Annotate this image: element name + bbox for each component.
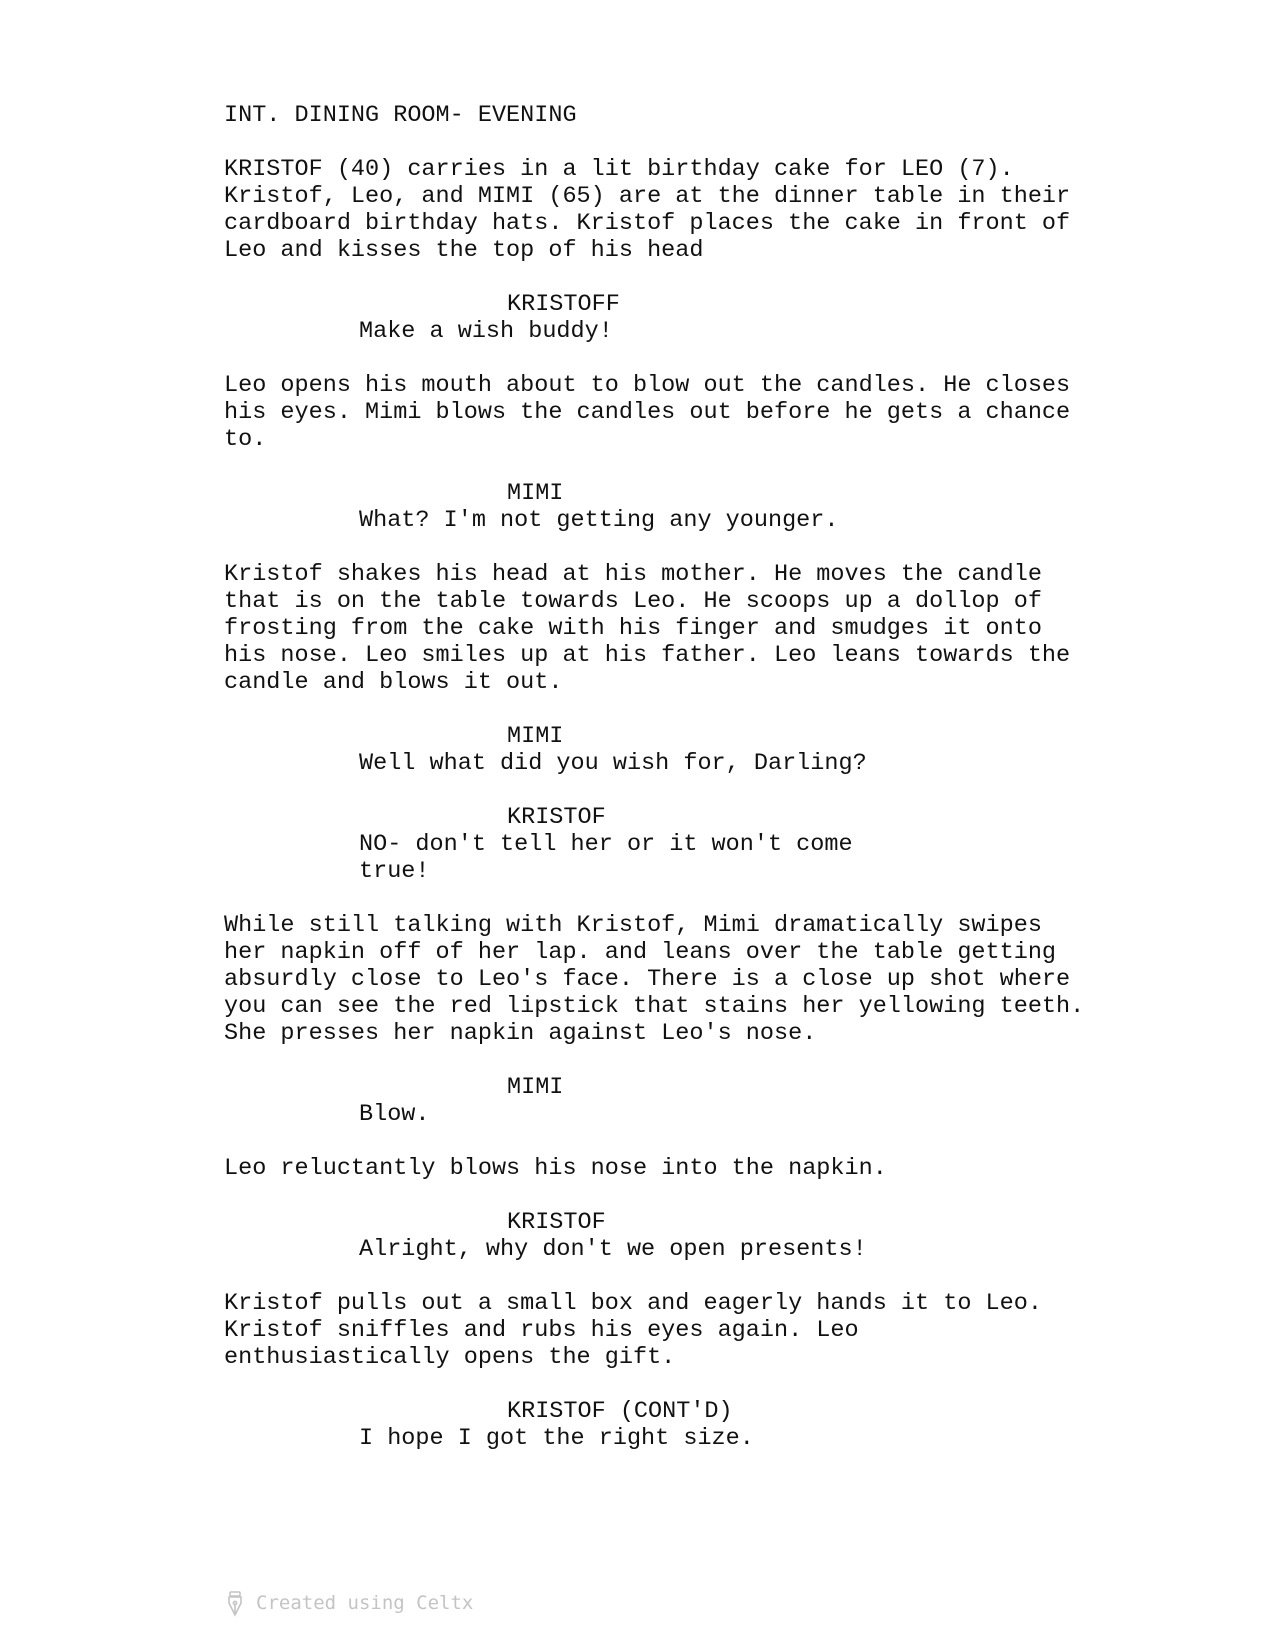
character-name: MIMI [507, 723, 564, 750]
dialogue-line: I hope I got the right size. [359, 1425, 754, 1452]
character-name: KRISTOF [507, 1209, 606, 1236]
celtx-footer [226, 1590, 473, 1617]
dialogue-block [224, 804, 1164, 885]
action-paragraph: Kristof shakes his head at his mother. He moves the candle that is on the table towards Leo. He scoops up a dollop of frosting from the cake with his finger and smudges it onto his nose. Leo smiles up at his father. Leo leans towards the candle and blows it out. [224, 561, 1071, 696]
dialogue-block [224, 723, 1164, 777]
screenplay-page [224, 102, 1164, 1479]
action-paragraph: Kristof pulls out a small box and eagerly hands it to Leo. Kristof sniffles and rubs his eyes again. Leo enthusiastically opens the gift. [224, 1290, 1042, 1371]
action-paragraph: Leo reluctantly blows his nose into the napkin. [224, 1155, 887, 1182]
action-paragraph: KRISTOF (40) carries in a lit birthday cake for LEO (7). Kristof, Leo, and MIMI (65) are at the dinner table in their cardboard birthday hats. Kristof places the cake in front of Leo and kisses the top of his head [224, 156, 1071, 264]
character-name: MIMI [507, 480, 564, 507]
dialogue-line: NO- don't tell her or it won't come true! [359, 831, 853, 885]
dialogue-line: Blow. [359, 1101, 430, 1128]
pen-nib-icon [226, 1591, 244, 1617]
dialogue-line: Well what did you wish for, Darling? [359, 750, 867, 777]
character-name: KRISTOFF [507, 291, 620, 318]
character-name: KRISTOF [507, 804, 606, 831]
character-name: KRISTOF (CONT'D) [507, 1398, 733, 1425]
dialogue-block [224, 1074, 1164, 1128]
dialogue-block [224, 291, 1164, 345]
scene-heading: INT. DINING ROOM- EVENING [224, 102, 577, 129]
dialogue-line: Alright, why don't we open presents! [359, 1236, 867, 1263]
dialogue-block [224, 1398, 1164, 1452]
action-paragraph: Leo opens his mouth about to blow out the candles. He closes his eyes. Mimi blows the candles out before he gets a chance to. [224, 372, 1071, 453]
footer-text: Created using Celtx [256, 1592, 474, 1614]
dialogue-block [224, 1209, 1164, 1263]
dialogue-line: Make a wish buddy! [359, 318, 613, 345]
dialogue-line: What? I'm not getting any younger. [359, 507, 839, 534]
character-name: MIMI [507, 1074, 564, 1101]
action-paragraph: While still talking with Kristof, Mimi dramatically swipes her napkin off of her lap. and leans over the table getting absurdly close to Leo's face. There is a close up shot where you can see the red lipstick that stains her yellowing teeth. She presses her napkin against Leo's nose. [224, 912, 1085, 1047]
dialogue-block [224, 480, 1164, 534]
